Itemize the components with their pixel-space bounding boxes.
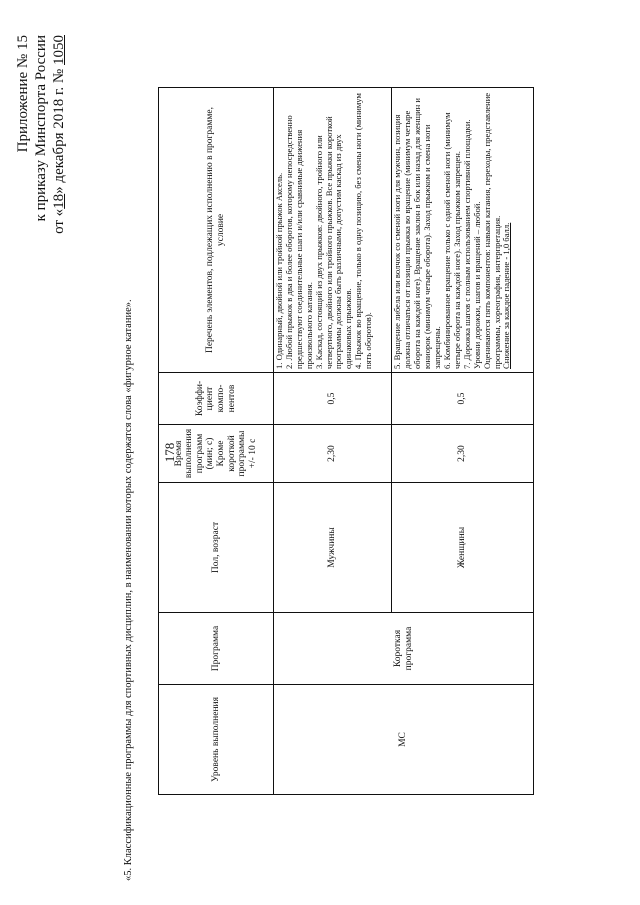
document-header <box>14 35 68 234</box>
table-row <box>274 88 392 795</box>
gender-cell: Женщины <box>392 483 534 613</box>
element-item: 5. Вращение либела или волчок со сменой ноги для мужчин, позиция должна отличаться от позиции прыжка во вращение (минимум четыре оборота на каждой ноге). Вращение заклон в бок или назад для женщин и юниорок (минимум четыре оборота). Заход прыжком и смена ноги запрещены. <box>392 97 443 369</box>
coef-cell: 0,5 <box>274 373 392 425</box>
header-time: Время выполнения программ (мин; с) Кроме короткой программы +/- 10 с <box>159 425 274 483</box>
element-item: 1. Одинарный, двойной или тройной прыжок Аксель. <box>274 172 284 369</box>
element-item: 3. Каскад, состоящий из двух прыжков: двойного, тройного или четвертного, двойного или тройного прыжков. Все прыжки короткой программы должны быть различными, допустим каскад из двух одинаковых прыжков. <box>313 116 354 369</box>
classification-table <box>158 87 534 795</box>
gender-cell: Мужчины <box>274 483 392 613</box>
date-middle: » декабря 2018 г. № <box>51 68 67 194</box>
appendix-title: Приложение № 15 <box>15 35 31 153</box>
page-number: 178 <box>162 442 177 463</box>
element-item: Оцениваются пять компонентов: навыки катания, переходы, представление программы, хореография, интерпретация. <box>481 92 502 369</box>
element-item: 7. Дорожка шагов с полным использованием спортивной площадки. <box>461 119 472 369</box>
date-day: 18 <box>51 193 67 209</box>
coef-cell: 0,5 <box>392 373 534 425</box>
time-cell: 2,30 <box>392 425 534 483</box>
header-elements: Перечень элементов, подлежащих исполнению в программе, условие <box>159 88 274 373</box>
header-level: Уровень выполнения <box>159 685 274 795</box>
order-number: 1050 <box>51 35 67 65</box>
program-cell: Короткая программа <box>274 613 534 685</box>
header-coef: Коэффи-циент компо-нентов <box>159 373 274 425</box>
element-item: 4. Прыжок во вращение, только в одну позицию, без смены ноги (минимум пять оборотов). <box>353 93 374 369</box>
element-item: 6. Комбинированное вращение только с одной сменой ноги (минимум четыре оборота на каждой ноге). Заход прыжком запрещен. <box>442 112 462 369</box>
date-prefix: от « <box>51 208 67 234</box>
order-reference: к приказу Минспорта России <box>33 35 49 222</box>
penalty-note: Снижение за каждое падение - 1,0 балл. <box>501 222 512 369</box>
header-gender: Пол, возраст <box>159 483 274 613</box>
level-cell: МС <box>274 685 534 795</box>
elements-cell <box>392 88 534 373</box>
order-date-line <box>50 35 68 234</box>
header-program: Программа <box>159 613 274 685</box>
element-item: 2. Любой прыжок в два и более оборотов, которому непосредственно предшествуют соединительные шаги и/или сравнимые движения произвольного катания. <box>283 115 314 369</box>
table-header-row <box>159 88 274 795</box>
elements-cell <box>274 88 392 373</box>
intro-paragraph: «5. Классификационные программы для спортивных дисциплин, в наименовании которых содержатся слова «фигурное катание». <box>123 299 134 881</box>
element-item: Уровни дорожки, шагов и вращений – любой. <box>471 201 482 369</box>
time-cell: 2,30 <box>274 425 392 483</box>
